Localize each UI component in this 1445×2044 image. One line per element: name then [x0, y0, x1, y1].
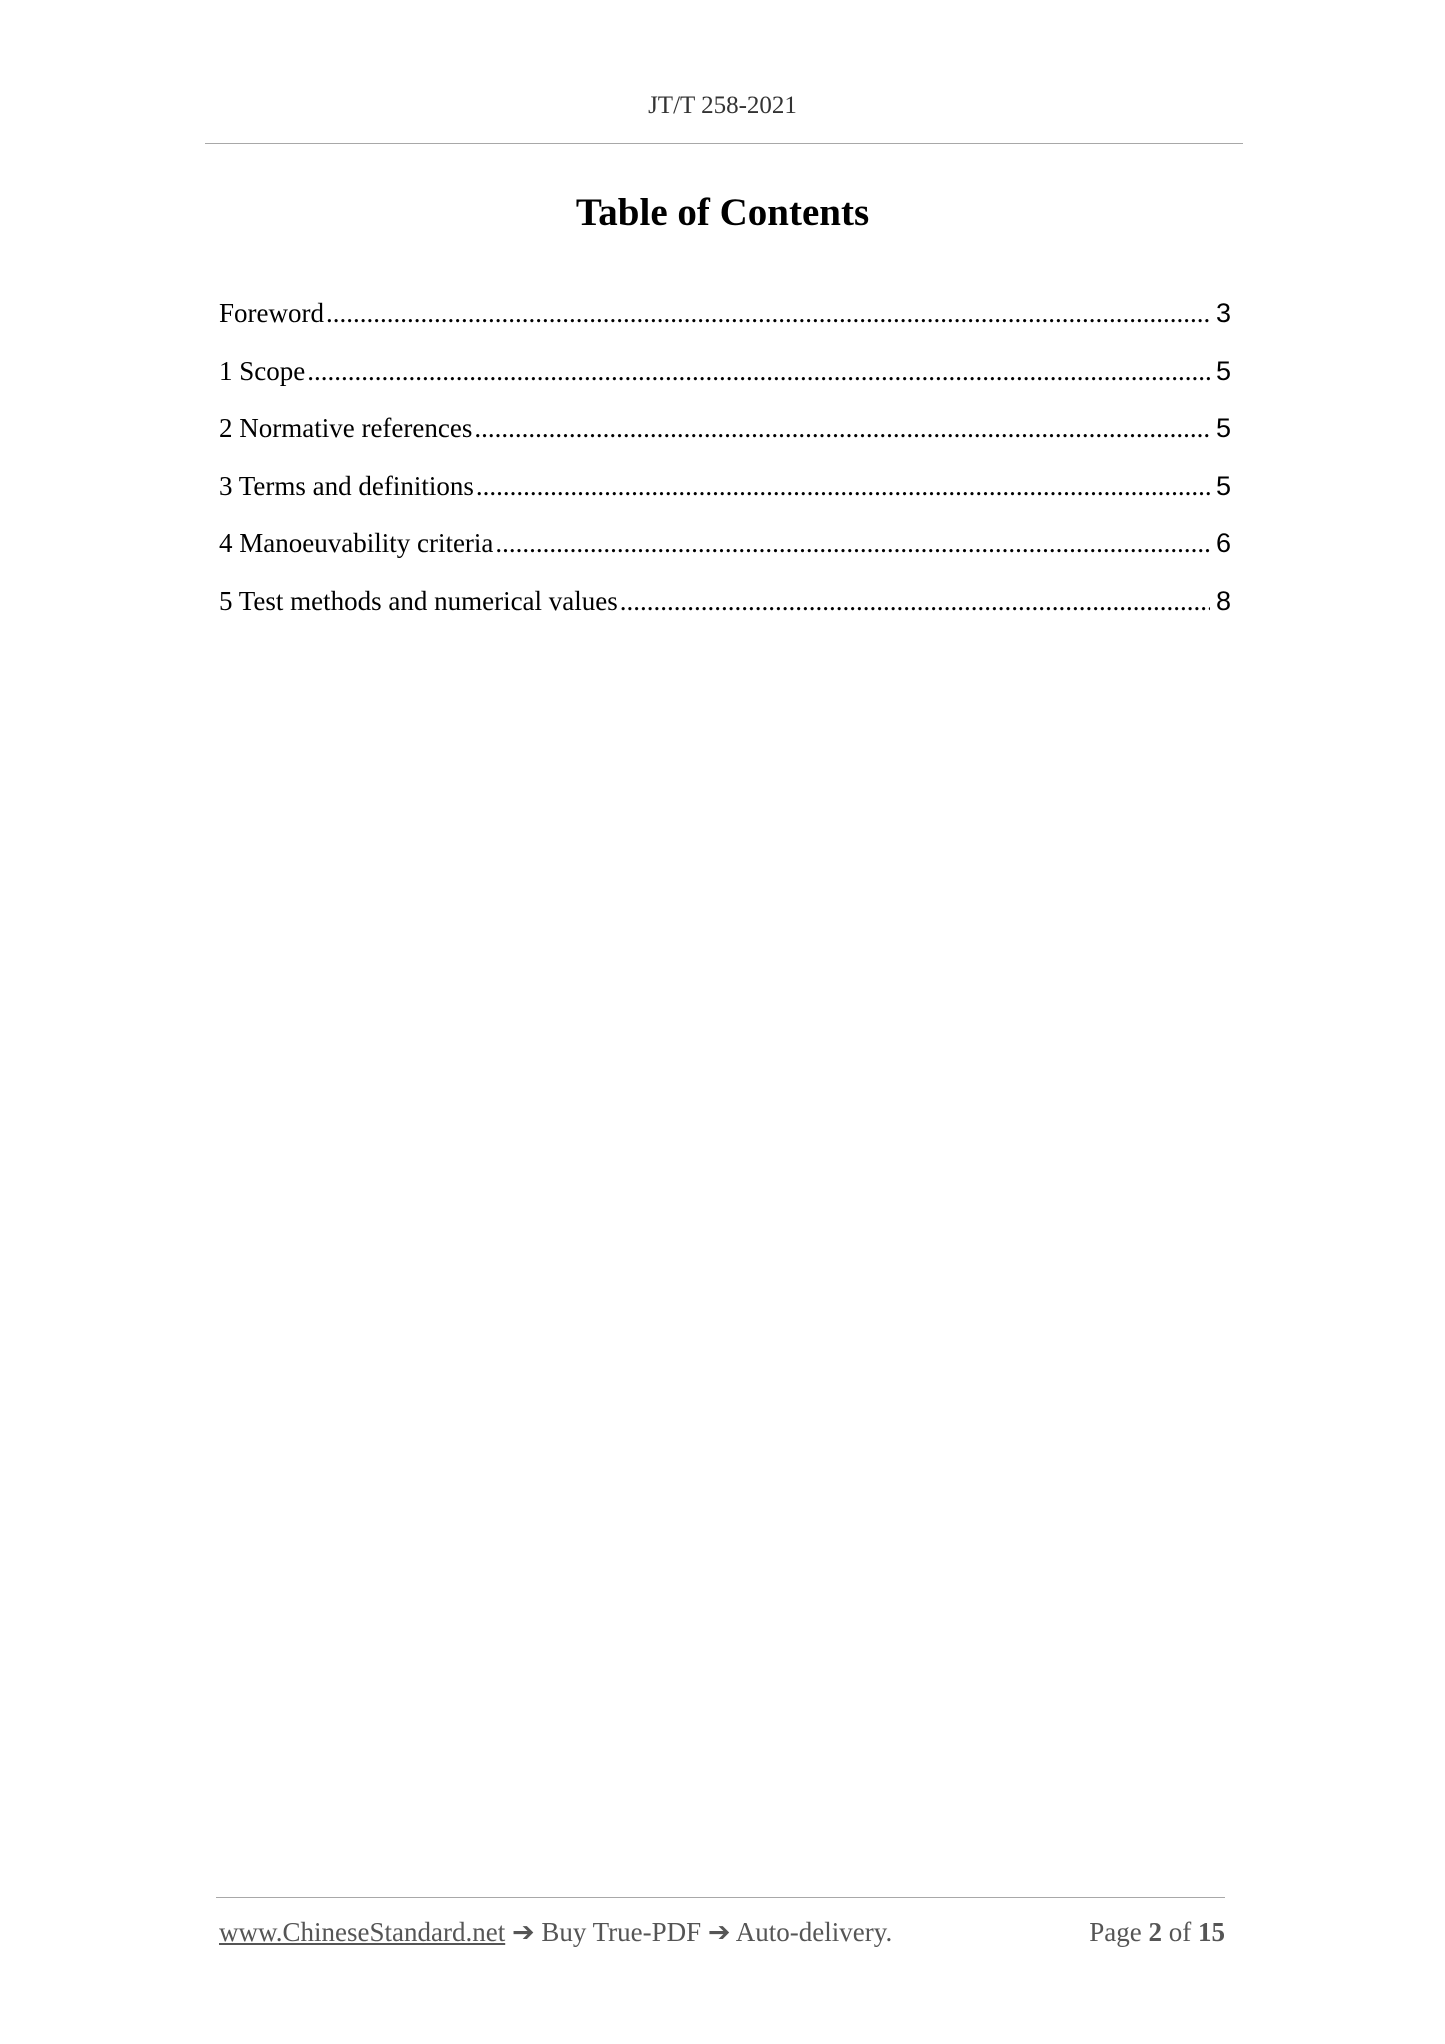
toc-title: Table of Contents: [575, 191, 870, 234]
toc-entry-test-methods[interactable]: [219, 586, 1231, 644]
running-header: JT/T 258-2021: [648, 92, 797, 119]
toc-dot-leader: [307, 356, 1210, 387]
toc-entry-page: 5: [1215, 413, 1231, 443]
toc-entry-label: Foreword: [219, 298, 324, 328]
toc-entry-label: 3 Terms and definitions: [219, 470, 474, 501]
page-label: Page: [1089, 1917, 1142, 1947]
toc-entry-page: 5: [1215, 355, 1231, 386]
toc-entry-label: 2 Normative references: [219, 413, 473, 443]
footer-promo: [219, 1917, 892, 1948]
toc-dot-leader: [620, 586, 1210, 617]
toc-dot-leader: [476, 471, 1210, 502]
footer-divider: [216, 1897, 1225, 1898]
current-page-number: 2: [1148, 1917, 1162, 1947]
arrow-right-icon: ➔: [511, 1917, 535, 1947]
toc-dot-leader: [474, 413, 1210, 444]
toc-list: [219, 298, 1231, 643]
toc-entry-manoeuvability-criteria[interactable]: [219, 528, 1231, 586]
toc-entry-normative-references[interactable]: [219, 413, 1231, 471]
toc-entry-label: 1 Scope: [219, 355, 306, 386]
toc-entry-page: 6: [1215, 528, 1231, 558]
auto-delivery-text: Auto-delivery.: [735, 1917, 893, 1947]
toc-dot-leader: [495, 528, 1210, 559]
toc-entry-label: 4 Manoeuvability criteria: [219, 528, 494, 558]
toc-entry-foreword[interactable]: [219, 298, 1231, 356]
arrow-right-icon: ➔: [707, 1917, 731, 1947]
toc-entry-label: 5 Test methods and numerical values: [219, 585, 618, 616]
of-label: of: [1168, 1917, 1192, 1947]
toc-entry-terms-and-definitions[interactable]: [219, 471, 1231, 529]
website-link[interactable]: www.ChineseStandard.net: [219, 1917, 506, 1947]
toc-entry-page: 8: [1215, 585, 1231, 616]
page-counter: [1089, 1917, 1225, 1948]
toc-entry-page: 3: [1215, 298, 1231, 328]
toc-entry-scope[interactable]: [219, 356, 1231, 414]
header-divider: [205, 143, 1243, 144]
toc-dot-leader: [326, 298, 1210, 329]
buy-pdf-text: Buy True-PDF: [541, 1917, 702, 1947]
total-pages-number: 15: [1198, 1917, 1225, 1947]
toc-entry-page: 5: [1215, 470, 1231, 501]
